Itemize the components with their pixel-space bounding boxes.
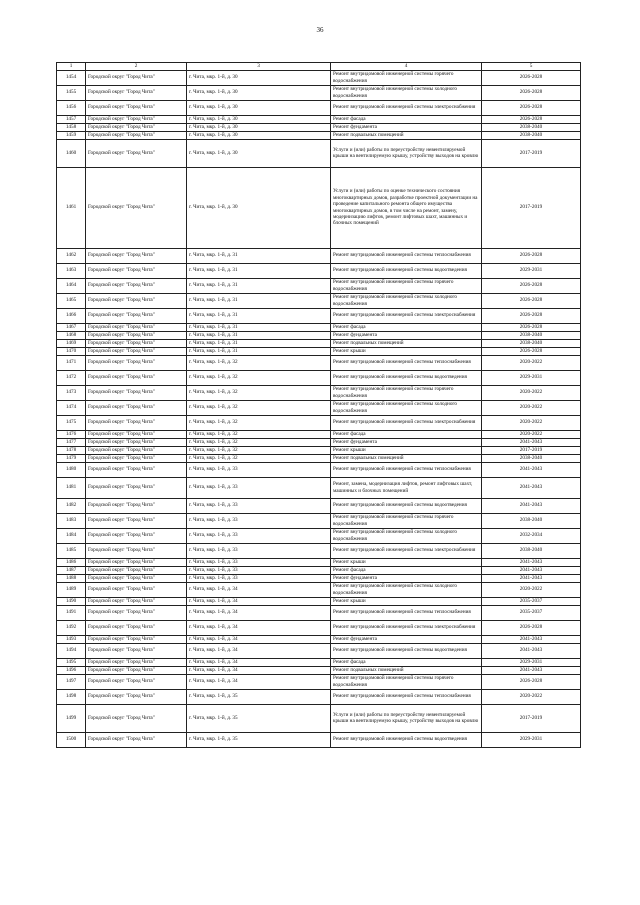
address-cell: г. Чита, мкр. 1-й, д. 32	[187, 438, 331, 446]
address-cell: г. Чита, мкр. 1-й, д. 31	[187, 293, 331, 308]
address-cell: г. Чита, мкр. 1-й, д. 35	[187, 732, 331, 747]
row-number-cell: 1469	[57, 339, 86, 347]
period-cell: 2038-2040	[482, 339, 581, 347]
period-cell: 2041-2043	[482, 566, 581, 574]
row-number-cell: 1468	[57, 331, 86, 339]
table-row	[57, 582, 581, 597]
address-cell: г. Чита, мкр. 1-й, д. 30	[187, 100, 331, 115]
work-type-cell: Ремонт фундамента	[331, 635, 482, 643]
row-number-cell: 1459	[57, 131, 86, 139]
period-cell: 2038-2040	[482, 131, 581, 139]
municipality-cell: Городской округ "Город Чита"	[86, 643, 187, 658]
row-number-cell: 1479	[57, 454, 86, 462]
work-type-cell: Услуги и (или) работы по переустройству невентилируемой крыши на вентилируемую крышу, устройству выходов на кровлю	[331, 704, 482, 732]
work-type-cell: Ремонт внутридомовой инженерной системы водоотведения	[331, 370, 482, 385]
municipality-cell: Городской округ "Город Чита"	[86, 498, 187, 513]
table-row	[57, 430, 581, 438]
period-cell: 2041-2043	[482, 643, 581, 658]
work-type-cell: Ремонт внутридомовой инженерной системы водоотведения	[331, 732, 482, 747]
row-number-cell: 1478	[57, 446, 86, 454]
address-cell: г. Чита, мкр. 1-й, д. 32	[187, 454, 331, 462]
address-cell: г. Чита, мкр. 1-й, д. 33	[187, 477, 331, 498]
period-cell: 2017-2019	[482, 139, 581, 167]
municipality-cell: Городской округ "Город Чита"	[86, 263, 187, 278]
table-row	[57, 605, 581, 620]
period-cell: 2026-2028	[482, 347, 581, 355]
municipality-cell: Городской округ "Город Чита"	[86, 732, 187, 747]
period-cell: 2020-2022	[482, 415, 581, 430]
address-cell: г. Чита, мкр. 1-й, д. 31	[187, 278, 331, 293]
work-type-cell: Ремонт внутридомовой инженерной системы холодного водоснабжения	[331, 528, 482, 543]
municipality-cell: Городской округ "Город Чита"	[86, 70, 187, 85]
table-row	[57, 558, 581, 566]
address-cell: г. Чита, мкр. 1-й, д. 31	[187, 331, 331, 339]
period-cell: 2041-2043	[482, 438, 581, 446]
address-cell: г. Чита, мкр. 1-й, д. 34	[187, 635, 331, 643]
table-row	[57, 415, 581, 430]
address-cell: г. Чита, мкр. 1-й, д. 31	[187, 339, 331, 347]
address-cell: г. Чита, мкр. 1-й, д. 34	[187, 597, 331, 605]
address-cell: г. Чита, мкр. 1-й, д. 32	[187, 385, 331, 400]
work-type-cell: Ремонт фасада	[331, 658, 482, 666]
work-type-cell: Ремонт внутридомовой инженерной системы теплоснабжения	[331, 355, 482, 370]
municipality-cell: Городской округ "Город Чита"	[86, 331, 187, 339]
period-cell: 2029-2031	[482, 658, 581, 666]
period-cell: 2041-2043	[482, 666, 581, 674]
row-number-cell: 1494	[57, 643, 86, 658]
row-number-cell: 1489	[57, 582, 86, 597]
table-row	[57, 704, 581, 732]
period-cell: 2038-2040	[482, 513, 581, 528]
row-number-cell: 1474	[57, 400, 86, 415]
period-cell: 2026-2028	[482, 278, 581, 293]
row-number-cell: 1476	[57, 430, 86, 438]
row-number-cell: 1467	[57, 323, 86, 331]
address-cell: г. Чита, мкр. 1-й, д. 32	[187, 370, 331, 385]
row-number-cell: 1461	[57, 167, 86, 248]
period-cell: 2026-2028	[482, 323, 581, 331]
address-cell: г. Чита, мкр. 1-й, д. 35	[187, 704, 331, 732]
table-row	[57, 635, 581, 643]
row-number-cell: 1454	[57, 70, 86, 85]
table-row	[57, 385, 581, 400]
address-cell: г. Чита, мкр. 1-й, д. 32	[187, 355, 331, 370]
address-cell: г. Чита, мкр. 1-й, д. 30	[187, 123, 331, 131]
period-cell: 2020-2022	[482, 430, 581, 438]
municipality-cell: Городской округ "Город Чита"	[86, 400, 187, 415]
work-type-cell: Ремонт внутридомовой инженерной системы электроснабжения	[331, 415, 482, 430]
period-cell: 2020-2022	[482, 689, 581, 704]
period-cell: 2029-2031	[482, 370, 581, 385]
municipality-cell: Городской округ "Город Чита"	[86, 666, 187, 674]
column-header-2: 2	[86, 63, 187, 71]
municipality-cell: Городской округ "Город Чита"	[86, 115, 187, 123]
municipality-cell: Городской округ "Город Чита"	[86, 438, 187, 446]
address-cell: г. Чита, мкр. 1-й, д. 33	[187, 462, 331, 477]
municipality-cell: Городской округ "Город Чита"	[86, 566, 187, 574]
table-row	[57, 331, 581, 339]
row-number-cell: 1485	[57, 543, 86, 558]
row-number-cell: 1500	[57, 732, 86, 747]
work-type-cell: Ремонт внутридомовой инженерной системы горячего водоснабжения	[331, 674, 482, 689]
address-cell: г. Чита, мкр. 1-й, д. 34	[187, 643, 331, 658]
table-row	[57, 70, 581, 85]
municipality-cell: Городской округ "Город Чита"	[86, 528, 187, 543]
table-row	[57, 115, 581, 123]
address-cell: г. Чита, мкр. 1-й, д. 31	[187, 308, 331, 323]
period-cell: 2026-2028	[482, 620, 581, 635]
period-cell: 2041-2043	[482, 498, 581, 513]
period-cell: 2041-2043	[482, 477, 581, 498]
municipality-cell: Городской округ "Город Чита"	[86, 339, 187, 347]
work-type-cell: Ремонт внутридомовой инженерной системы теплоснабжения	[331, 462, 482, 477]
municipality-cell: Городской округ "Город Чита"	[86, 308, 187, 323]
row-number-cell: 1498	[57, 689, 86, 704]
address-cell: г. Чита, мкр. 1-й, д. 33	[187, 574, 331, 582]
column-header-1: 1	[57, 63, 86, 71]
address-cell: г. Чита, мкр. 1-й, д. 32	[187, 400, 331, 415]
address-cell: г. Чита, мкр. 1-й, д. 33	[187, 558, 331, 566]
table-row	[57, 355, 581, 370]
column-header-4: 4	[331, 63, 482, 71]
address-cell: г. Чита, мкр. 1-й, д. 30	[187, 167, 331, 248]
work-type-cell: Ремонт внутридомовой инженерной системы теплоснабжения	[331, 248, 482, 263]
municipality-cell: Городской округ "Город Чита"	[86, 323, 187, 331]
work-type-cell: Услуги и (или) работы по переустройству невентилируемой крыши на вентилируемую крышу, устройству выходов на кровлю	[331, 139, 482, 167]
work-type-cell: Ремонт крыши	[331, 558, 482, 566]
work-type-cell: Ремонт крыши	[331, 347, 482, 355]
table-row	[57, 370, 581, 385]
row-number-cell: 1463	[57, 263, 86, 278]
table-row	[57, 643, 581, 658]
municipality-cell: Городской округ "Город Чита"	[86, 454, 187, 462]
work-type-cell: Ремонт фундамента	[331, 438, 482, 446]
municipality-cell: Городской округ "Город Чита"	[86, 347, 187, 355]
municipality-cell: Городской округ "Город Чита"	[86, 477, 187, 498]
work-type-cell: Ремонт внутридомовой инженерной системы холодного водоснабжения	[331, 582, 482, 597]
row-number-cell: 1483	[57, 513, 86, 528]
municipality-cell: Городской округ "Город Чита"	[86, 293, 187, 308]
work-type-cell: Ремонт внутридомовой инженерной системы теплоснабжения	[331, 689, 482, 704]
municipality-cell: Городской округ "Город Чита"	[86, 558, 187, 566]
address-cell: г. Чита, мкр. 1-й, д. 35	[187, 689, 331, 704]
row-number-cell: 1470	[57, 347, 86, 355]
row-number-cell: 1488	[57, 574, 86, 582]
address-cell: г. Чита, мкр. 1-й, д. 34	[187, 582, 331, 597]
work-type-cell: Ремонт внутридомовой инженерной системы водоотведения	[331, 498, 482, 513]
table-row	[57, 513, 581, 528]
work-type-cell: Ремонт внутридомовой инженерной системы холодного водоснабжения	[331, 85, 482, 100]
table-row	[57, 131, 581, 139]
table-row	[57, 732, 581, 747]
period-cell: 2041-2043	[482, 635, 581, 643]
table-row	[57, 400, 581, 415]
row-number-cell: 1465	[57, 293, 86, 308]
row-number-cell: 1466	[57, 308, 86, 323]
municipality-cell: Городской округ "Город Чита"	[86, 100, 187, 115]
row-number-cell: 1499	[57, 704, 86, 732]
period-cell: 2026-2028	[482, 70, 581, 85]
row-number-cell: 1496	[57, 666, 86, 674]
row-number-cell: 1471	[57, 355, 86, 370]
work-type-cell: Ремонт внутридомовой инженерной системы электроснабжения	[331, 620, 482, 635]
municipality-cell: Городской округ "Город Чита"	[86, 415, 187, 430]
municipality-cell: Городской округ "Город Чита"	[86, 385, 187, 400]
municipality-cell: Городской округ "Город Чита"	[86, 248, 187, 263]
table-row	[57, 293, 581, 308]
work-type-cell: Ремонт фундамента	[331, 574, 482, 582]
period-cell: 2038-2040	[482, 331, 581, 339]
table-row	[57, 167, 581, 248]
municipality-cell: Городской округ "Город Чита"	[86, 513, 187, 528]
municipality-cell: Городской округ "Город Чита"	[86, 620, 187, 635]
work-type-cell: Ремонт внутридомовой инженерной системы горячего водоснабжения	[331, 278, 482, 293]
work-type-cell: Ремонт подвальных помещений	[331, 666, 482, 674]
work-type-cell: Ремонт внутридомовой инженерной системы холодного водоснабжения	[331, 293, 482, 308]
table-body	[57, 70, 581, 747]
row-number-cell: 1495	[57, 658, 86, 666]
municipality-cell: Городской округ "Город Чита"	[86, 139, 187, 167]
address-cell: г. Чита, мкр. 1-й, д. 34	[187, 658, 331, 666]
period-cell: 2038-2040	[482, 123, 581, 131]
work-type-cell: Ремонт внутридомовой инженерной системы электроснабжения	[331, 100, 482, 115]
address-cell: г. Чита, мкр. 1-й, д. 32	[187, 430, 331, 438]
row-number-cell: 1481	[57, 477, 86, 498]
table-row	[57, 543, 581, 558]
work-type-cell: Ремонт фундамента	[331, 123, 482, 131]
row-number-cell: 1457	[57, 115, 86, 123]
table-row	[57, 123, 581, 131]
work-type-cell: Ремонт внутридомовой инженерной системы электроснабжения	[331, 543, 482, 558]
period-cell: 2017-2019	[482, 446, 581, 454]
address-cell: г. Чита, мкр. 1-й, д. 34	[187, 620, 331, 635]
table-row	[57, 263, 581, 278]
period-cell: 2038-2040	[482, 454, 581, 462]
address-cell: г. Чита, мкр. 1-й, д. 30	[187, 85, 331, 100]
municipality-cell: Городской округ "Город Чита"	[86, 430, 187, 438]
period-cell: 2038-2040	[482, 543, 581, 558]
work-type-cell: Ремонт подвальных помещений	[331, 454, 482, 462]
municipality-cell: Городской округ "Город Чита"	[86, 370, 187, 385]
period-cell: 2035-2037	[482, 605, 581, 620]
period-cell: 2026-2028	[482, 293, 581, 308]
work-type-cell: Ремонт подвальных помещений	[331, 131, 482, 139]
work-type-cell: Ремонт внутридомовой инженерной системы горячего водоснабжения	[331, 385, 482, 400]
period-cell: 2017-2019	[482, 704, 581, 732]
address-cell: г. Чита, мкр. 1-й, д. 30	[187, 139, 331, 167]
table-row	[57, 339, 581, 347]
period-cell: 2029-2031	[482, 263, 581, 278]
address-cell: г. Чита, мкр. 1-й, д. 31	[187, 323, 331, 331]
table-row	[57, 347, 581, 355]
row-number-cell: 1464	[57, 278, 86, 293]
municipality-cell: Городской округ "Город Чита"	[86, 278, 187, 293]
address-cell: г. Чита, мкр. 1-й, д. 33	[187, 543, 331, 558]
work-type-cell: Ремонт фасада	[331, 430, 482, 438]
address-cell: г. Чита, мкр. 1-й, д. 34	[187, 605, 331, 620]
period-cell: 2041-2043	[482, 574, 581, 582]
table-row	[57, 689, 581, 704]
work-type-cell: Ремонт, замена, модернизация лифтов, ремонт лифтовых шахт, машинных и блочных помещений	[331, 477, 482, 498]
work-type-cell: Ремонт внутридомовой инженерной системы водоотведения	[331, 643, 482, 658]
table-row	[57, 620, 581, 635]
row-number-cell: 1484	[57, 528, 86, 543]
table-row	[57, 674, 581, 689]
municipality-cell: Городской округ "Город Чита"	[86, 704, 187, 732]
table-row	[57, 248, 581, 263]
table-row	[57, 278, 581, 293]
table-row	[57, 597, 581, 605]
table-row	[57, 139, 581, 167]
row-number-cell: 1455	[57, 85, 86, 100]
municipality-cell: Городской округ "Город Чита"	[86, 674, 187, 689]
row-number-cell: 1491	[57, 605, 86, 620]
municipality-cell: Городской округ "Город Чита"	[86, 658, 187, 666]
municipality-cell: Городской округ "Город Чита"	[86, 131, 187, 139]
period-cell: 2041-2043	[482, 558, 581, 566]
row-number-cell: 1493	[57, 635, 86, 643]
municipality-cell: Городской округ "Город Чита"	[86, 689, 187, 704]
work-type-cell: Услуги и (или) работы по оценке технического состояния многоквартирных домов, разработке проектной документации на проведение капитального ремонта общего имущества многоквартирных домов, в том числе на ремонт, замену, модернизацию лифтов, ремонт лифтовых шахт, машинных и блочных помещений	[331, 167, 482, 248]
work-type-cell: Ремонт фасада	[331, 323, 482, 331]
row-number-cell: 1482	[57, 498, 86, 513]
column-header-5: 5	[482, 63, 581, 71]
work-type-cell: Ремонт фасада	[331, 566, 482, 574]
period-cell: 2026-2028	[482, 674, 581, 689]
work-type-cell: Ремонт подвальных помещений	[331, 339, 482, 347]
period-cell: 2029-2031	[482, 732, 581, 747]
period-cell: 2020-2022	[482, 355, 581, 370]
row-number-cell: 1456	[57, 100, 86, 115]
table-row	[57, 308, 581, 323]
address-cell: г. Чита, мкр. 1-й, д. 30	[187, 115, 331, 123]
work-type-cell: Ремонт внутридомовой инженерной системы водоотведения	[331, 263, 482, 278]
row-number-cell: 1486	[57, 558, 86, 566]
table-row	[57, 454, 581, 462]
address-cell: г. Чита, мкр. 1-й, д. 33	[187, 566, 331, 574]
period-cell: 2026-2028	[482, 85, 581, 100]
municipality-cell: Городской округ "Город Чита"	[86, 605, 187, 620]
municipality-cell: Городской округ "Город Чита"	[86, 597, 187, 605]
row-number-cell: 1473	[57, 385, 86, 400]
work-type-cell: Ремонт внутридомовой инженерной системы горячего водоснабжения	[331, 513, 482, 528]
page-number: 36	[316, 26, 324, 34]
address-cell: г. Чита, мкр. 1-й, д. 31	[187, 347, 331, 355]
address-cell: г. Чита, мкр. 1-й, д. 33	[187, 528, 331, 543]
row-number-cell: 1458	[57, 123, 86, 131]
work-type-cell: Ремонт фундамента	[331, 331, 482, 339]
municipality-cell: Городской округ "Город Чита"	[86, 355, 187, 370]
municipality-cell: Городской округ "Город Чита"	[86, 462, 187, 477]
work-type-cell: Ремонт крыши	[331, 597, 482, 605]
address-cell: г. Чита, мкр. 1-й, д. 34	[187, 666, 331, 674]
period-cell: 2026-2028	[482, 115, 581, 123]
row-number-cell: 1490	[57, 597, 86, 605]
address-cell: г. Чита, мкр. 1-й, д. 31	[187, 248, 331, 263]
table-row	[57, 477, 581, 498]
period-cell: 2017-2019	[482, 167, 581, 248]
address-cell: г. Чита, мкр. 1-й, д. 33	[187, 513, 331, 528]
row-number-cell: 1487	[57, 566, 86, 574]
municipality-cell: Городской округ "Город Чита"	[86, 582, 187, 597]
address-cell: г. Чита, мкр. 1-й, д. 30	[187, 70, 331, 85]
table-row	[57, 498, 581, 513]
work-type-cell: Ремонт фасада	[331, 115, 482, 123]
address-cell: г. Чита, мкр. 1-й, д. 34	[187, 674, 331, 689]
period-cell: 2020-2022	[482, 385, 581, 400]
period-cell: 2041-2043	[482, 462, 581, 477]
address-cell: г. Чита, мкр. 1-й, д. 32	[187, 415, 331, 430]
work-type-cell: Ремонт внутридомовой инженерной системы теплоснабжения	[331, 605, 482, 620]
row-number-cell: 1480	[57, 462, 86, 477]
table-row	[57, 438, 581, 446]
address-cell: г. Чита, мкр. 1-й, д. 33	[187, 498, 331, 513]
period-cell: 2035-2037	[482, 597, 581, 605]
row-number-cell: 1462	[57, 248, 86, 263]
table-row	[57, 528, 581, 543]
period-cell: 2026-2028	[482, 308, 581, 323]
period-cell: 2020-2022	[482, 400, 581, 415]
row-number-cell: 1472	[57, 370, 86, 385]
municipality-cell: Городской округ "Город Чита"	[86, 446, 187, 454]
table-row	[57, 574, 581, 582]
capital-repair-table	[56, 62, 581, 748]
municipality-cell: Городской округ "Город Чита"	[86, 543, 187, 558]
period-cell: 2032-2034	[482, 528, 581, 543]
table-row	[57, 658, 581, 666]
municipality-cell: Городской округ "Город Чита"	[86, 167, 187, 248]
table-row	[57, 85, 581, 100]
period-cell: 2026-2028	[482, 248, 581, 263]
row-number-cell: 1477	[57, 438, 86, 446]
work-type-cell: Ремонт крыши	[331, 446, 482, 454]
period-cell: 2026-2028	[482, 100, 581, 115]
work-type-cell: Ремонт внутридомовой инженерной системы электроснабжения	[331, 308, 482, 323]
table-row	[57, 666, 581, 674]
column-number-row	[57, 63, 581, 71]
address-cell: г. Чита, мкр. 1-й, д. 31	[187, 263, 331, 278]
table-row	[57, 462, 581, 477]
address-cell: г. Чита, мкр. 1-й, д. 30	[187, 131, 331, 139]
table-row	[57, 446, 581, 454]
row-number-cell: 1460	[57, 139, 86, 167]
row-number-cell: 1497	[57, 674, 86, 689]
municipality-cell: Городской округ "Город Чита"	[86, 574, 187, 582]
period-cell: 2020-2022	[482, 582, 581, 597]
row-number-cell: 1492	[57, 620, 86, 635]
table-row	[57, 323, 581, 331]
table-row	[57, 566, 581, 574]
municipality-cell: Городской округ "Город Чита"	[86, 123, 187, 131]
row-number-cell: 1475	[57, 415, 86, 430]
work-type-cell: Ремонт внутридомовой инженерной системы холодного водоснабжения	[331, 400, 482, 415]
municipality-cell: Городской округ "Город Чита"	[86, 85, 187, 100]
address-cell: г. Чита, мкр. 1-й, д. 32	[187, 446, 331, 454]
column-header-3: 3	[187, 63, 331, 71]
table-row	[57, 100, 581, 115]
work-type-cell: Ремонт внутридомовой инженерной системы горячего водоснабжения	[331, 70, 482, 85]
municipality-cell: Городской округ "Город Чита"	[86, 635, 187, 643]
